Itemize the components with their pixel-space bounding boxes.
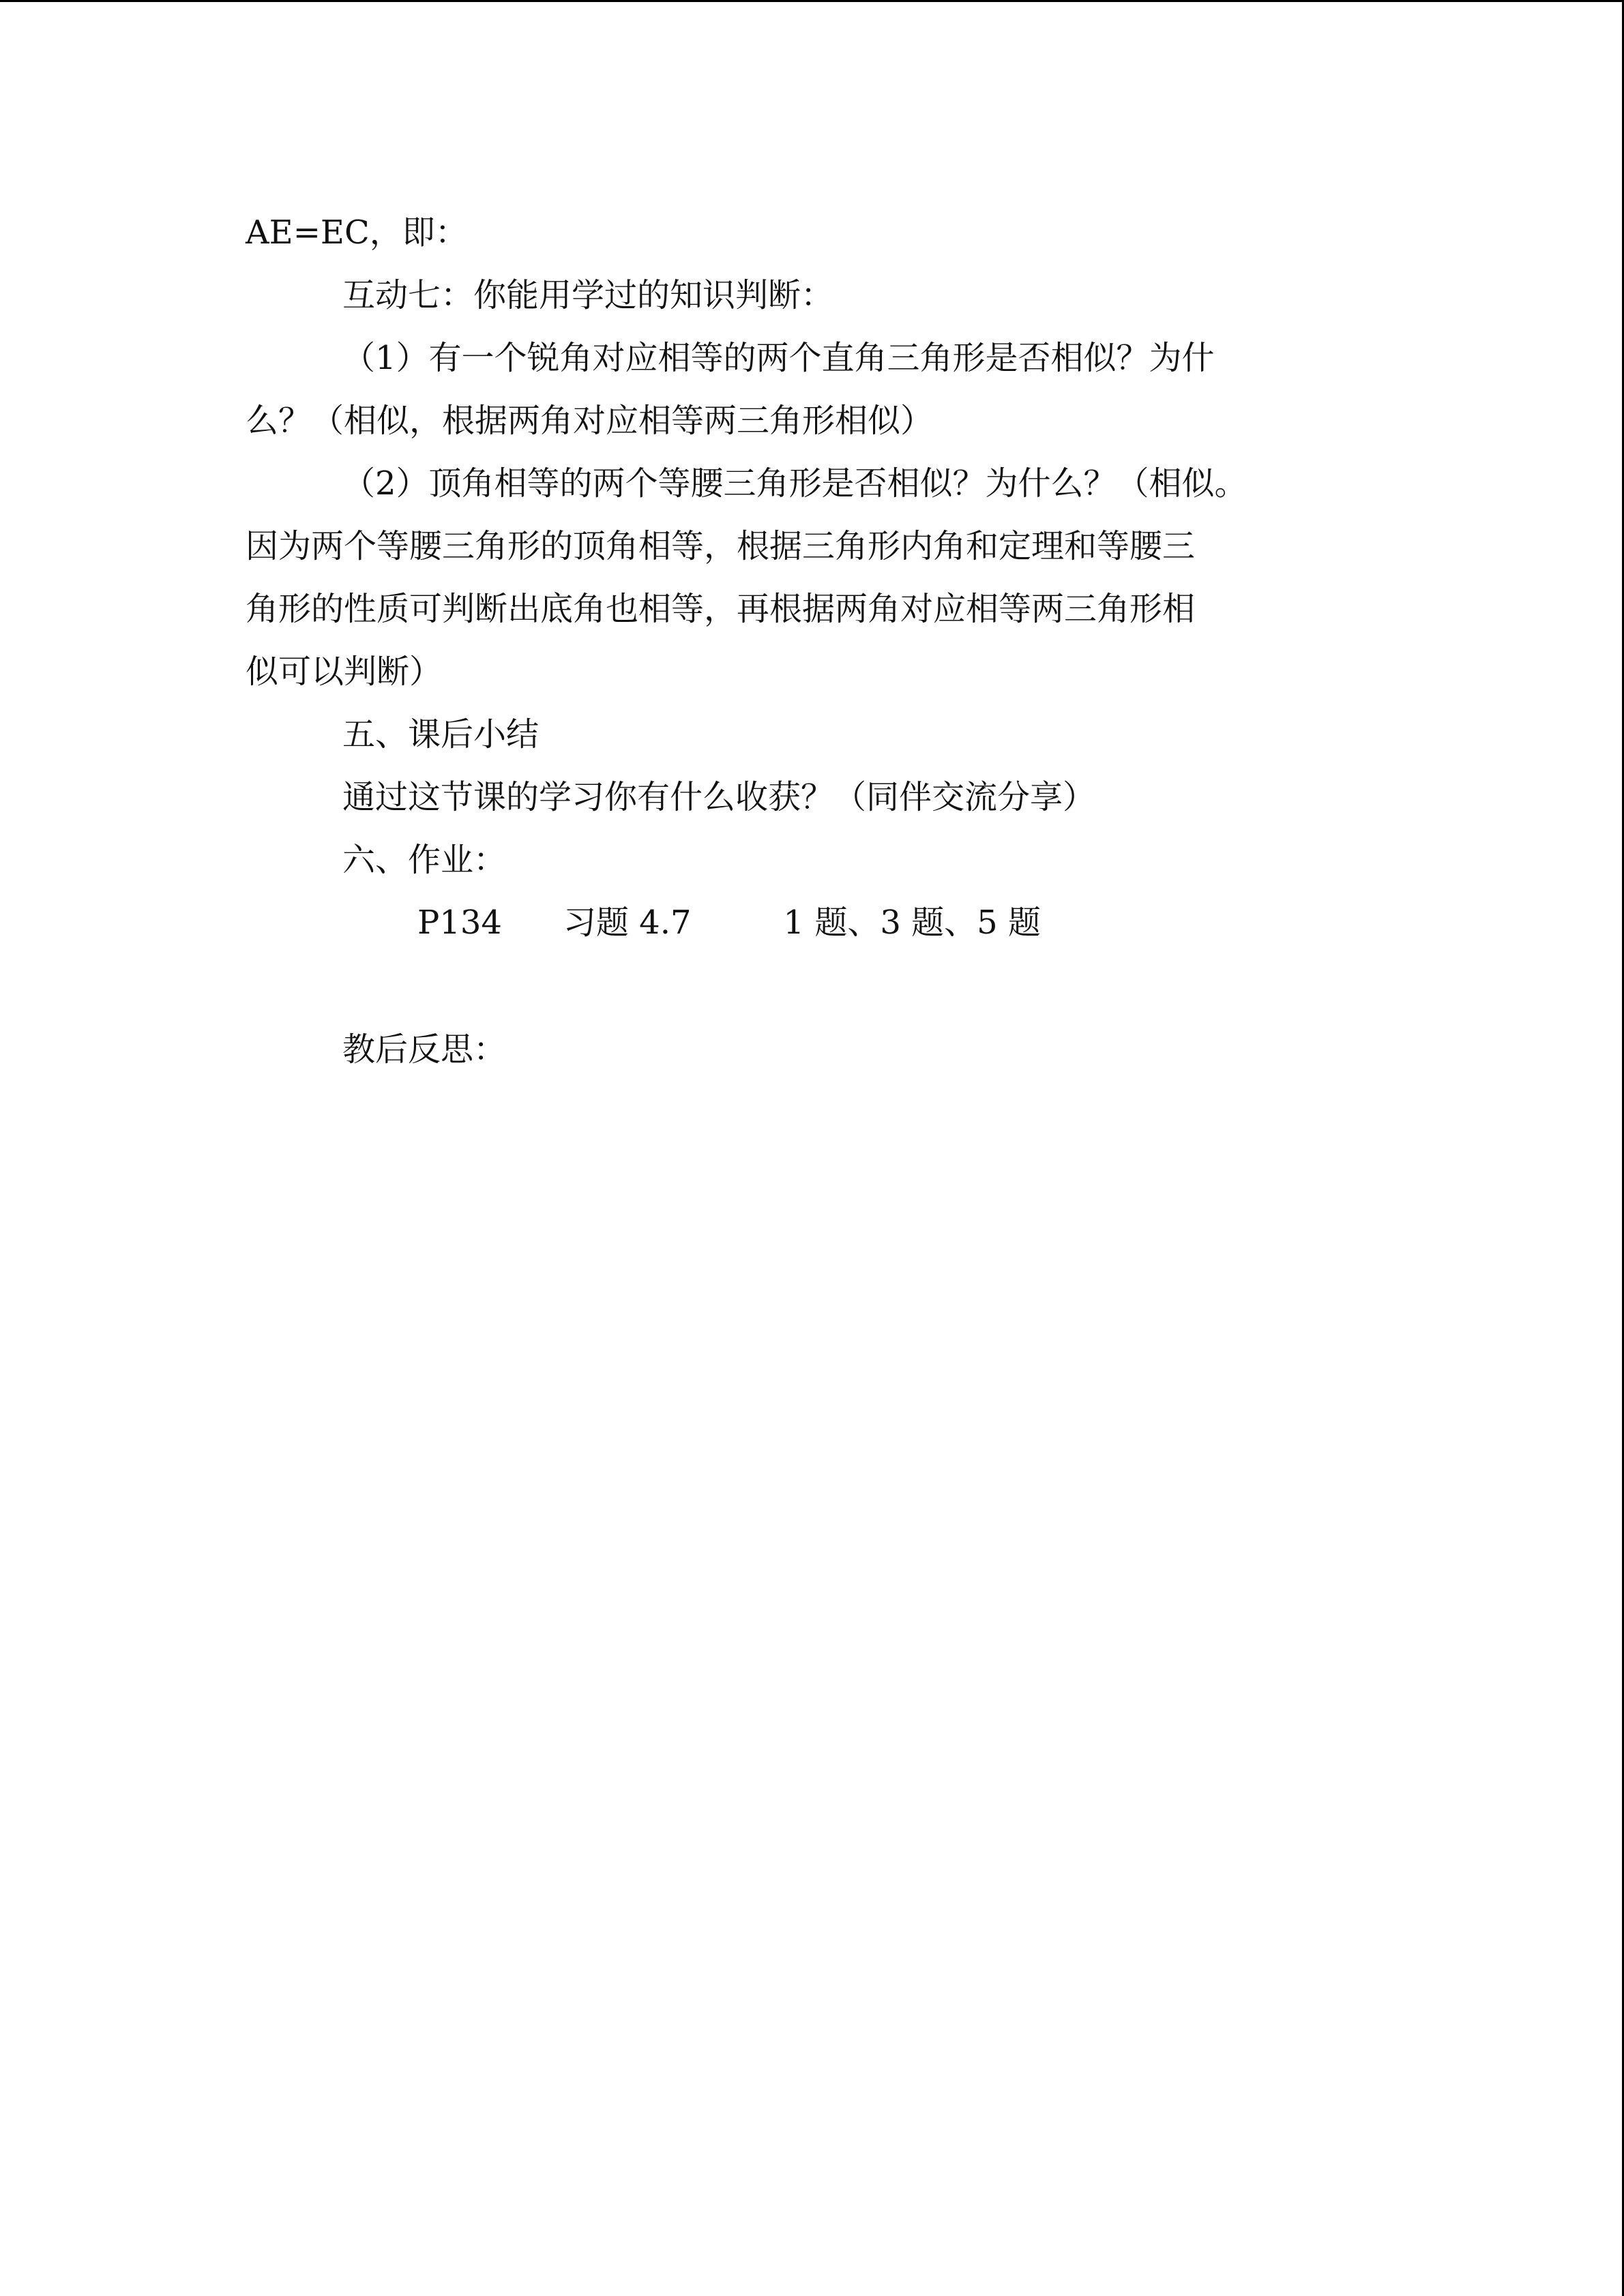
- section-six-heading: 六、作业：: [342, 841, 507, 879]
- question-2-line-4: 似可以判断）: [246, 653, 443, 691]
- reflection-label: 教后反思：: [342, 1030, 507, 1069]
- question-2-line-3: 角形的性质可判断出底角也相等，再根据两角对应相等两三角形相: [246, 590, 1196, 628]
- homework-page: P134: [417, 904, 502, 942]
- text-line-ae-ec: AE=EC，即：: [246, 213, 468, 252]
- section-five-heading: 五、课后小结: [342, 715, 540, 754]
- interaction-seven-heading: 互动七：你能用学过的知识判断：: [342, 276, 834, 314]
- question-1-line-1: （1）有一个锐角对应相等的两个直角三角形是否相似？为什: [342, 339, 1215, 377]
- question-1-line-2: 么？（相似，根据两角对应相等两三角形相似）: [246, 402, 934, 440]
- question-2-line-1: （2）顶角相等的两个等腰三角形是否相似？为什么？（相似。: [342, 464, 1247, 503]
- summary-question: 通过这节课的学习你有什么收获？（同伴交流分享）: [342, 778, 1096, 816]
- question-2-line-2: 因为两个等腰三角形的顶角相等，根据三角形内角和定理和等腰三: [246, 527, 1196, 565]
- homework-exercise: 习题 4.7: [563, 904, 692, 942]
- homework-line: [417, 904, 1041, 942]
- homework-problems: 1 题、3 题、5 题: [783, 904, 1041, 942]
